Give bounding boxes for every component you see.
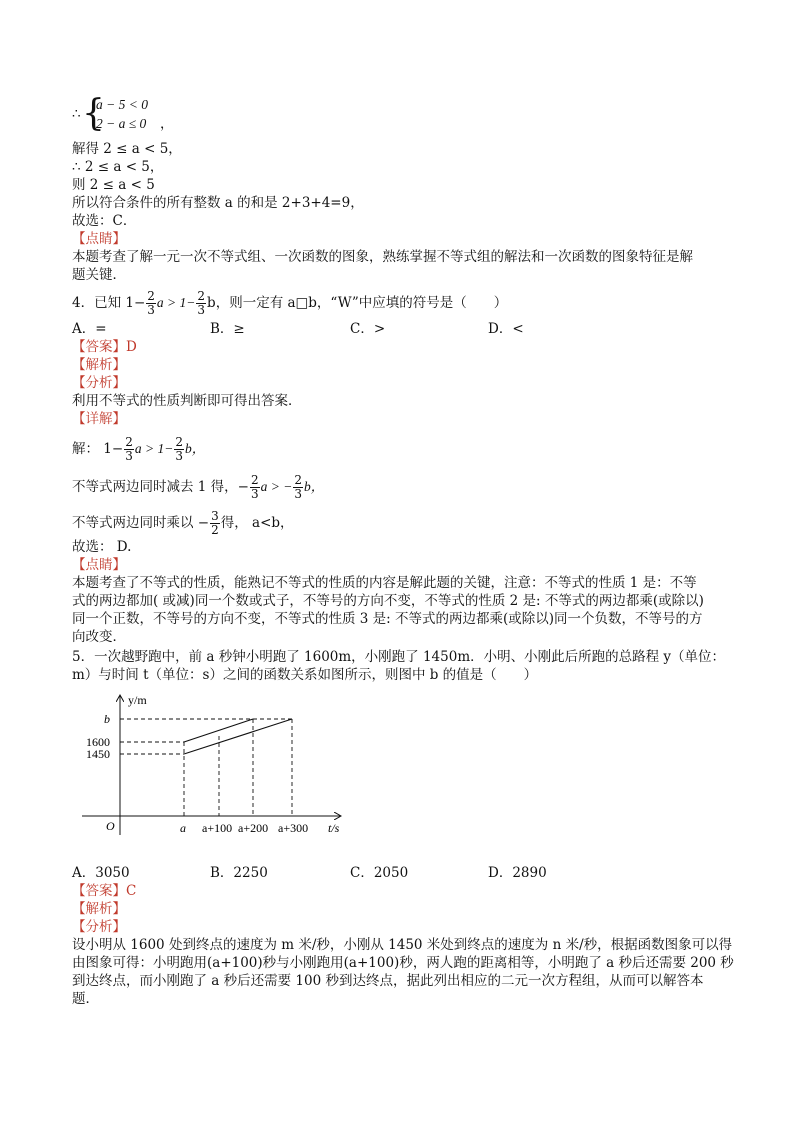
q5-analysis-tag: 【解析】 [72,901,126,917]
q5-option-c[interactable]: C．2050 [350,865,409,881]
q4-option-d[interactable]: D．< [488,321,524,337]
q4-option-c[interactable]: C．> [350,321,386,337]
q5-fenxi-3: 到达终点，而小刚跑了 a 秒后还需要 100 秒到达终点，据此列出相应的二元一次方程组，从而可以解答本 [72,973,704,989]
q5-fenxi-2: 由图象可得：小明跑用(a+100)秒与小刚跑用(a+100)秒，两人跑的距离相等，小明跑了 a 秒后还需要 200 秒 [72,955,734,971]
x-axis-label: t/s [328,821,340,835]
q5-fenxi-1: 设小明从 1600 处到终点的速度为 m 米/秒，小刚从 1450 米处到终点的速度为 n 米/秒，根据函数图象可以得 [72,937,733,953]
q5-option-a[interactable]: A．3050 [72,865,130,881]
origin-label: O [106,819,115,833]
q4-option-a[interactable]: A．= [72,321,107,337]
q5-answer: 【答案】C [72,883,137,899]
q4-comment-4: 向改变． [72,629,126,645]
q4-suffix: b，则一定有 a□b，“W”中应填的符号是（ ） [207,295,508,311]
q4-comment-tag: 【点睛】 [72,557,126,573]
choose-line: 故选：C． [72,213,137,229]
q5-option-d[interactable]: D．2890 [488,865,547,881]
fraction: $\frac{2}{3}$ [250,473,259,501]
comment-line-2: 题关键． [72,267,126,283]
q4-fenxi-tag: 【分析】 [72,375,126,391]
x-tick-a300: a+300 [278,821,309,835]
x-tick-a100: a+100 [202,821,233,835]
y-tick-1450: 1450 [86,747,110,761]
therefore-line: ∴ 2 ≤ a < 5， [72,159,164,175]
x-tick-a: a [180,821,186,835]
fraction: $\frac{2}{3}$ [175,435,183,463]
system-brace: { [82,93,105,134]
q5-fenxi-4: 题． [72,991,99,1007]
y-axis-label: y/m [128,693,147,707]
q4-fenxi: 利用不等式的性质判断即可得出答案． [72,393,302,409]
sum-line: 所以符合条件的所有整数 a 的和是 2+3+4=9， [72,195,364,211]
comment-line-1: 本题考查了解一元一次不等式组、一次函数的图象，熟练掌握不等式组的解法和一次函数的图象特征是解 [72,249,693,265]
x-tick-a200: a+200 [238,821,269,835]
q4-detail-1: 解： 1− $\frac{2}{3}$ a > 1− $\frac{2}{3}$ b， [72,435,206,463]
comment-tag: 【点睛】 [72,231,126,247]
fraction: $\frac{2}{3}$ [294,473,302,501]
q5-graph [72,690,372,840]
fraction: $\frac{2}{3}$ [125,435,133,463]
q5-fenxi-tag: 【分析】 [72,919,126,935]
q4-stem [72,290,507,317]
q4-comment-2: 式的两边都加( 或减)同一个数或式子，不等号的方向不变，不等式的性质 2 是: 不等式的两边都乘(或除以) [72,593,704,609]
q5-option-b[interactable]: B．2250 [210,865,268,881]
fraction: $\frac{3}{2}$ [211,509,219,537]
q4-choose: 故选： D. [72,539,132,555]
q5-stem-2: m）与时间 t（单位：s）之间的函数关系如图所示，则图中 b 的值是（ ） [72,667,538,683]
q4-detail-2: 不等式两边同时减去 1 得，− $\frac{2}{3}$ a > − $\frac{2}{3}$ b， [72,473,325,501]
q4-comment-3: 同一个正数，不等号的方向不变，不等式的性质 3 是: 不等式的两边都乘(或除以)同一个负数，不等号的方 [72,611,703,627]
q4-analysis-tag: 【解析】 [72,357,126,373]
q4-prefix: 4．已知 1− [72,295,146,311]
y-tick-1600: 1600 [86,735,110,749]
line-xiaoming [184,719,253,742]
therefore-symbol: ∴ [72,106,81,122]
then-line: 则 2 ≤ a < 5 [72,177,155,193]
q4-fraction-2: $\frac{2}{3}$ [197,289,206,317]
q5-stem-1: 5．一次越野跑中，前 a 秒钟小明跑了 1600m，小刚跑了 1450m．小明、小刚此后所跑的总路程 y（单位： [72,649,726,665]
q4-answer: 【答案】D [72,339,137,355]
y-tick-b: b [104,712,110,726]
system-end: ， [160,116,174,132]
q4-mid: a > 1− [156,295,196,310]
q4-detail-3: 不等式两边同时乘以 − $\frac{3}{2}$ 得， a<b， [72,509,294,537]
system-line-1: a − 5 < 0 [96,97,148,112]
q4-detail-tag: 【详解】 [72,411,126,427]
q4-comment-1: 本题考查了不等式的性质，能熟记不等式的性质的内容是解此题的关键，注意：不等式的性质 1 是：不等 [72,575,697,591]
q4-option-b[interactable]: B．≥ [210,321,245,337]
q4-fraction-1: $\frac{2}{3}$ [147,289,155,317]
system-line-2: 2 − a ≤ 0 [96,116,147,131]
solve-line: 解得 2 ≤ a < 5， [72,141,182,157]
